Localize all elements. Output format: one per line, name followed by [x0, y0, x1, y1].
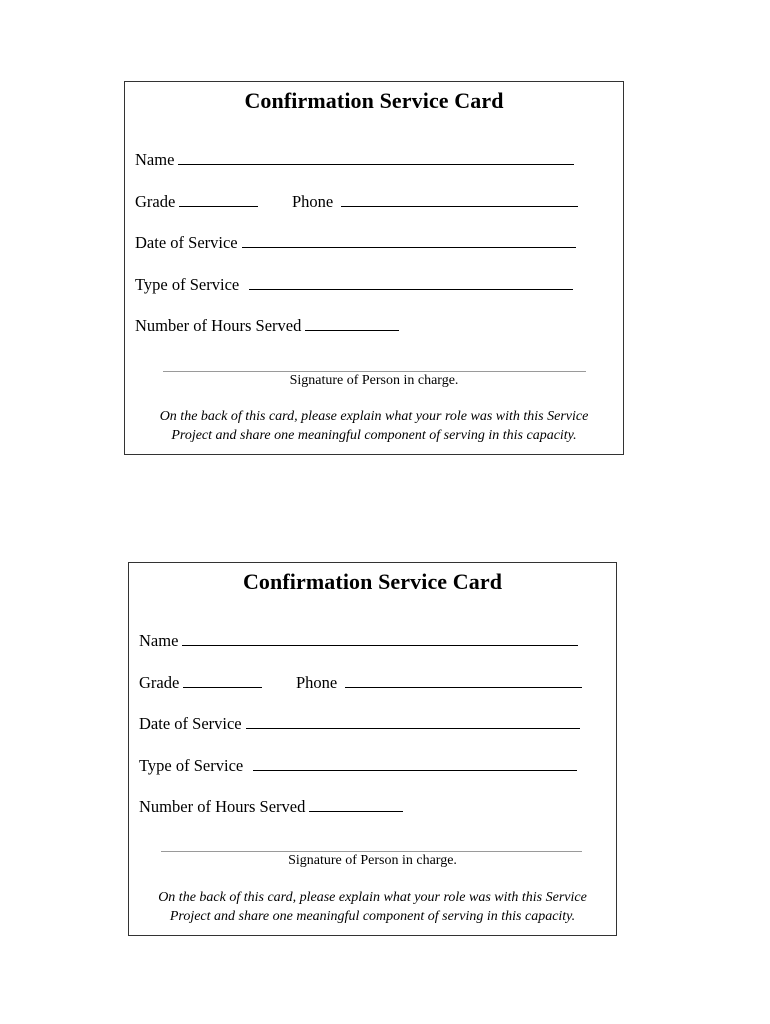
date-of-service-label: Date of Service [135, 233, 238, 252]
name-blank-line[interactable] [178, 150, 574, 165]
card-title: Confirmation Service Card [242, 569, 503, 594]
type-of-service-field [135, 275, 573, 295]
name-label: Name [139, 631, 179, 650]
instruction-note-line-1: On the back of this card, please explain what your role was with this Service [159, 409, 589, 424]
hours-served-blank-line[interactable] [309, 797, 403, 812]
type-of-service-field [139, 756, 577, 776]
signature-line[interactable] [161, 851, 582, 852]
type-of-service-label: Type of Service [135, 275, 240, 294]
signature-line[interactable] [163, 371, 586, 372]
grade-field [139, 673, 262, 693]
date-of-service-blank-line[interactable] [242, 233, 576, 248]
phone-field [292, 192, 578, 212]
grade-label: Grade [139, 673, 180, 692]
phone-label: Phone [292, 192, 334, 211]
hours-served-label: Number of Hours Served [139, 797, 306, 816]
signature-label: Signature of Person in charge. [288, 853, 457, 868]
grade-blank-line[interactable] [179, 192, 258, 207]
name-blank-line[interactable] [182, 631, 578, 646]
type-of-service-blank-line[interactable] [249, 275, 573, 290]
grade-field [135, 192, 258, 212]
phone-blank-line[interactable] [345, 673, 582, 688]
name-field [139, 631, 578, 651]
phone-field [296, 673, 582, 693]
date-of-service-blank-line[interactable] [246, 714, 580, 729]
hours-served-label: Number of Hours Served [135, 316, 302, 335]
card-title: Confirmation Service Card [244, 88, 504, 113]
date-of-service-field [139, 714, 580, 734]
instruction-note [135, 408, 613, 445]
name-field [135, 150, 574, 170]
instruction-note [139, 889, 606, 926]
date-of-service-field [135, 233, 576, 253]
date-of-service-label: Date of Service [139, 714, 242, 733]
service-card-top [124, 81, 624, 455]
grade-label: Grade [135, 192, 176, 211]
hours-served-field [135, 316, 399, 336]
service-card-bottom [128, 562, 617, 936]
name-label: Name [135, 150, 175, 169]
type-of-service-blank-line[interactable] [253, 756, 577, 771]
instruction-note-line-2: Project and share one meaningful component of serving in this capacity. [171, 427, 577, 443]
grade-blank-line[interactable] [183, 673, 262, 688]
hours-served-field [139, 797, 403, 817]
phone-label: Phone [296, 673, 338, 692]
instruction-note-line-2: Project and share one meaningful component of serving in this capacity. [169, 908, 576, 924]
instruction-note-line-1: On the back of this card, please explain what your role was with this Service [158, 890, 587, 905]
hours-served-blank-line[interactable] [305, 316, 399, 331]
phone-blank-line[interactable] [341, 192, 578, 207]
signature-label: Signature of Person in charge. [289, 373, 459, 388]
type-of-service-label: Type of Service [139, 756, 244, 775]
